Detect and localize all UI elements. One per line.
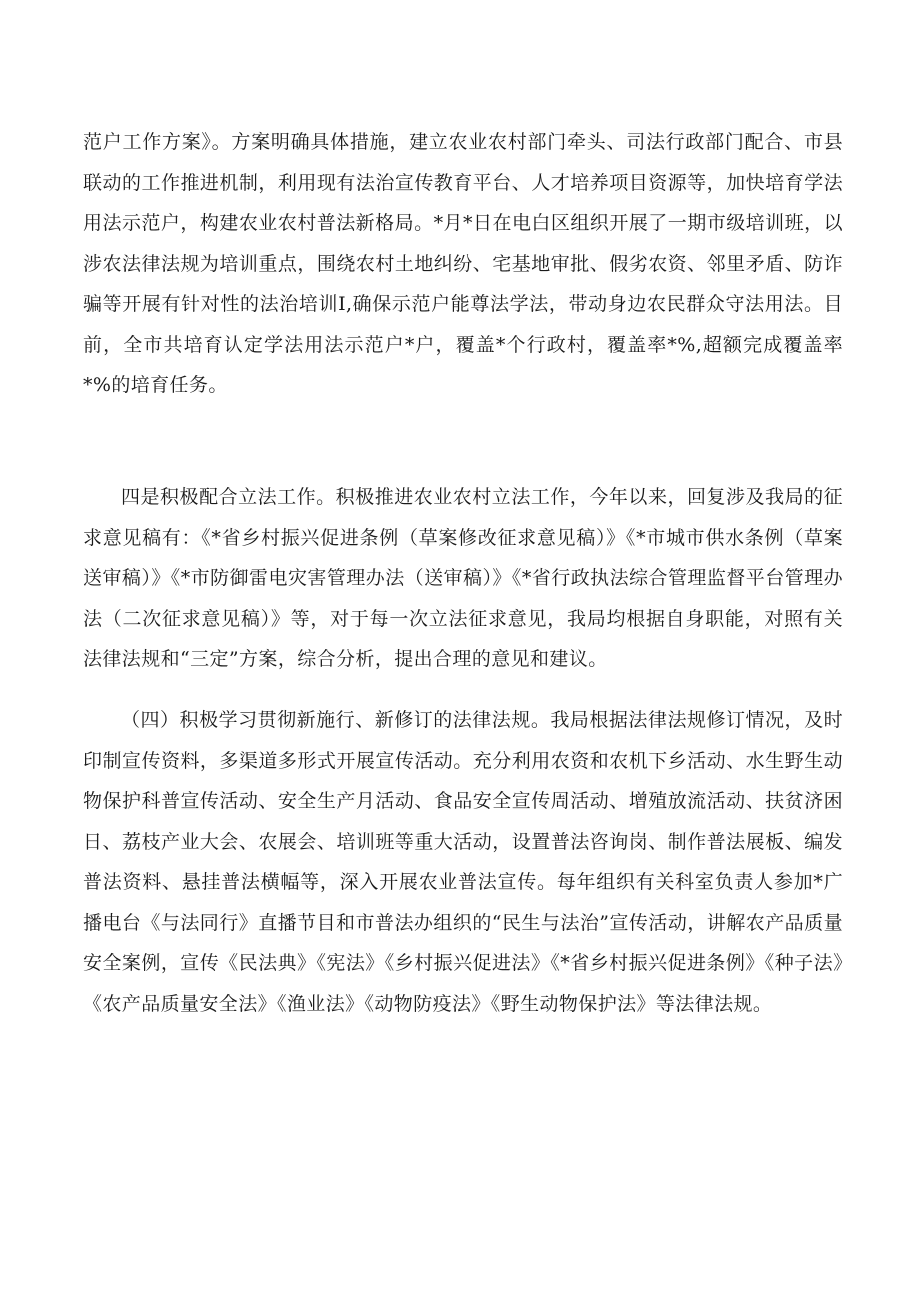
paragraph-legislation-work: 四是积极配合立法工作。积极推进农业农村立法工作，今年以来，回复涉及我局的征求意见稿有：《*省乡村振兴促进条例（草案修改征求意见稿）》《*市城市供水条例（草案送审稿）》《*市防御雷电灾害管理办法（送审稿）》《*省行政执法综合管理监督平台管理办法（二次征求意见稿）》等，对于每一次立法征求意见，我局均根据自身职能，对照有关法律法规和“三定”方案，综合分析，提出合理的意见和建议。 bbox=[83, 486, 843, 670]
paragraph-new-laws-study: （四）积极学习贯彻新施行、新修订的法律法规。我局根据法律法规修订情况，及时印制宣传资料，多渠道多形式开展宣传活动。充分利用农资和农机下乡活动、水生野生动物保护科普宣传活动、安全生产月活动、食品安全宣传周活动、增殖放流活动、扶贫济困日、荔枝产业大会、农展会、培训班等重大活动，设置普法咨询岗、制作普法展板、编发普法资料、悬挂普法横幅等，深入开展农业普法宣传。每年组织有关科室负责人参加*广播电台《与法同行》直播节目和市普法办组织的“民生与法治”宣传活动，讲解农产品质量安全案例，宣传《民法典》《宪法》《乡村振兴促进法》《*省乡村振兴促进条例》《种子法》《农产品质量安全法》《渔业法》《动物防疫法》《野生动物保护法》等法律法规。 bbox=[83, 709, 843, 1015]
paragraph-demonstration-households: 范户工作方案》。方案明确具体措施，建立农业农村部门牵头、司法行政部门配合、市县联动的工作推进机制，利用现有法治宣传教育平台、人才培养项目资源等，加快培育学法用法示范户，构建农业农村普法新格局。*月*日在电白区组织开展了一期市级培训班，以涉农法律法规为培训重点，围绕农村土地纠纷、宅基地审批、假劣农资、邻里矛盾、防诈骗等开展有针对性的法治培训I,确保示范户能尊法学法，带动身边农民群众守法用法。目前，全市共培育认定学法用法示范户*户，覆盖*个行政村，覆盖率*%,超额完成覆盖率*%的培育任务。 bbox=[83, 131, 843, 396]
